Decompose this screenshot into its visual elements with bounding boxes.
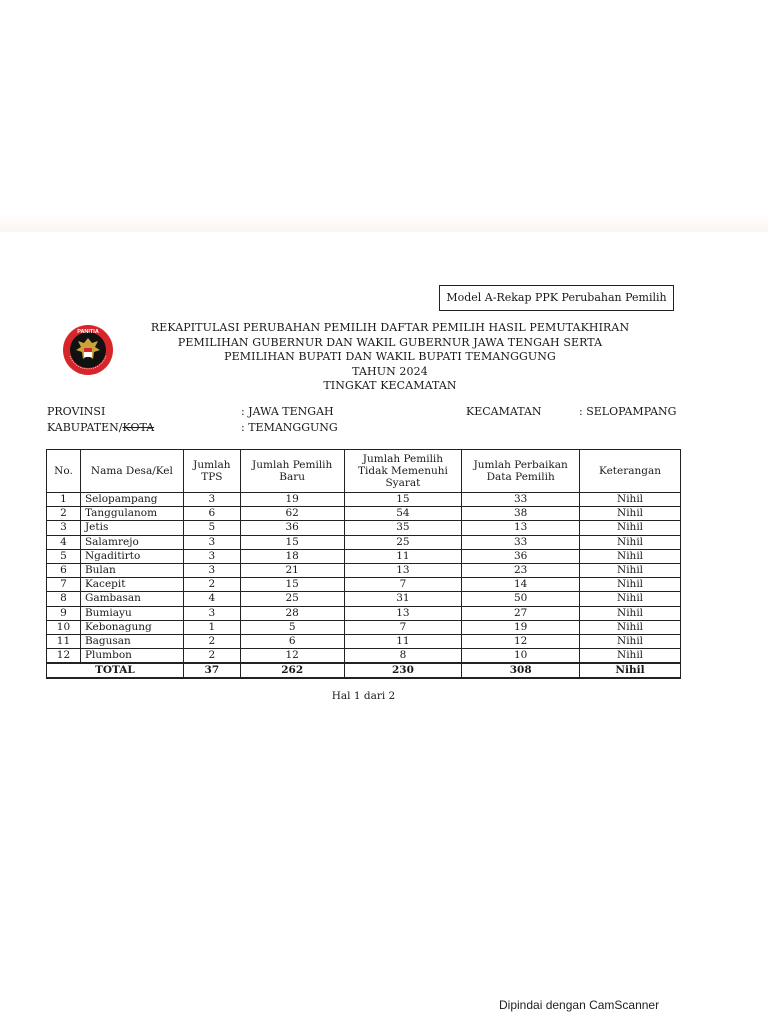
cell-perbaikan: 12	[462, 634, 580, 648]
cell-nama: Gambasan	[80, 592, 183, 606]
cell-tps: 3	[183, 549, 240, 563]
table-row	[47, 563, 681, 577]
kabupaten-label	[47, 421, 154, 434]
header-tidak-memenuhi-syarat: Jumlah Pemilih Tidak Memenuhi Syarat	[344, 450, 462, 493]
table-header-row	[47, 450, 681, 493]
cell-tms: 13	[344, 563, 462, 577]
cell-perbaikan: 19	[462, 620, 580, 634]
cell-no: 10	[47, 620, 81, 634]
cell-no: 4	[47, 535, 81, 549]
cell-perbaikan: 27	[462, 606, 580, 620]
kota-label-struck: KOTA	[122, 421, 155, 434]
table-row	[47, 578, 681, 592]
table-row	[47, 620, 681, 634]
cell-baru: 15	[240, 535, 344, 549]
total-label: TOTAL	[47, 663, 184, 678]
kecamatan-label: KECAMATAN	[466, 405, 542, 418]
total-keterangan: Nihil	[580, 663, 681, 678]
cell-tms: 54	[344, 507, 462, 521]
cell-perbaikan: 36	[462, 549, 580, 563]
table-row	[47, 535, 681, 549]
cell-keterangan: Nihil	[580, 578, 681, 592]
cell-tps: 2	[183, 578, 240, 592]
cell-keterangan: Nihil	[580, 521, 681, 535]
cell-perbaikan: 33	[462, 493, 580, 507]
cell-perbaikan: 10	[462, 649, 580, 664]
page-number: Hal 1 dari 2	[331, 690, 396, 702]
form-model-label: Model A-Rekap PPK Perubahan Pemilih	[439, 285, 674, 311]
total-tms: 230	[344, 663, 462, 678]
cell-nama: Selopampang	[80, 493, 183, 507]
cell-baru: 5	[240, 620, 344, 634]
cell-baru: 62	[240, 507, 344, 521]
cell-no: 1	[47, 493, 81, 507]
cell-keterangan: Nihil	[580, 563, 681, 577]
cell-tps: 2	[183, 649, 240, 664]
cell-tps: 5	[183, 521, 240, 535]
table-row	[47, 606, 681, 620]
cell-keterangan: Nihil	[580, 592, 681, 606]
header-nama: Nama Desa/Kel	[80, 450, 183, 493]
cell-perbaikan: 13	[462, 521, 580, 535]
header-no: No.	[47, 450, 81, 493]
heading-line-5: TINGKAT KECAMATAN	[323, 379, 457, 392]
cell-tps: 2	[183, 634, 240, 648]
scanner-watermark: Dipindai dengan CamScanner	[499, 998, 660, 1012]
cell-keterangan: Nihil	[580, 649, 681, 664]
cell-no: 7	[47, 578, 81, 592]
cell-no: 2	[47, 507, 81, 521]
kabupaten-label-text: KABUPATEN/	[47, 421, 123, 434]
header-pemilih-baru: Jumlah Pemilih Baru	[240, 450, 344, 493]
cell-baru: 18	[240, 549, 344, 563]
scan-background-tint	[0, 0, 768, 232]
cell-keterangan: Nihil	[580, 620, 681, 634]
total-tps: 37	[183, 663, 240, 678]
cell-no: 5	[47, 549, 81, 563]
document-heading	[110, 321, 670, 394]
cell-baru: 21	[240, 563, 344, 577]
kabupaten-value: : TEMANGGUNG	[241, 421, 338, 434]
cell-nama: Jetis	[80, 521, 183, 535]
cell-keterangan: Nihil	[580, 606, 681, 620]
cell-perbaikan: 14	[462, 578, 580, 592]
cell-keterangan: Nihil	[580, 507, 681, 521]
cell-baru: 25	[240, 592, 344, 606]
cell-perbaikan: 38	[462, 507, 580, 521]
cell-tps: 6	[183, 507, 240, 521]
cell-no: 6	[47, 563, 81, 577]
table-row	[47, 549, 681, 563]
cell-nama: Salamrejo	[80, 535, 183, 549]
cell-tms: 8	[344, 649, 462, 664]
cell-no: 9	[47, 606, 81, 620]
provinsi-value: : JAWA TENGAH	[241, 405, 334, 418]
kecamatan-value: : SELOPAMPANG	[579, 405, 677, 418]
cell-tps: 4	[183, 592, 240, 606]
cell-nama: Ngaditirto	[80, 549, 183, 563]
cell-tms: 7	[344, 578, 462, 592]
cell-nama: Bagusan	[80, 634, 183, 648]
table-row	[47, 592, 681, 606]
svg-text:PANITIA: PANITIA	[77, 329, 99, 335]
cell-no: 3	[47, 521, 81, 535]
cell-tms: 7	[344, 620, 462, 634]
cell-tms: 13	[344, 606, 462, 620]
cell-baru: 19	[240, 493, 344, 507]
cell-perbaikan: 23	[462, 563, 580, 577]
cell-tps: 3	[183, 493, 240, 507]
cell-no: 8	[47, 592, 81, 606]
header-keterangan: Keterangan	[580, 450, 681, 493]
cell-perbaikan: 33	[462, 535, 580, 549]
cell-tms: 15	[344, 493, 462, 507]
cell-tps: 1	[183, 620, 240, 634]
header-perbaikan-data: Jumlah Perbaikan Data Pemilih	[462, 450, 580, 493]
cell-perbaikan: 50	[462, 592, 580, 606]
cell-tps: 3	[183, 535, 240, 549]
cell-nama: Plumbon	[80, 649, 183, 664]
table-row	[47, 521, 681, 535]
cell-nama: Tanggulanom	[80, 507, 183, 521]
total-baru: 262	[240, 663, 344, 678]
cell-tms: 31	[344, 592, 462, 606]
heading-line-3: PEMILIHAN BUPATI DAN WAKIL BUPATI TEMANGGUNG	[224, 350, 556, 363]
rekap-table	[46, 449, 681, 679]
table-total-row	[47, 663, 681, 678]
table-row	[47, 634, 681, 648]
cell-tps: 3	[183, 606, 240, 620]
cell-keterangan: Nihil	[580, 493, 681, 507]
cell-baru: 12	[240, 649, 344, 664]
cell-keterangan: Nihil	[580, 634, 681, 648]
cell-nama: Bumiayu	[80, 606, 183, 620]
heading-line-1: REKAPITULASI PERUBAHAN PEMILIH DAFTAR PEMILIH HASIL PEMUTAKHIRAN	[150, 321, 630, 334]
cell-tms: 11	[344, 549, 462, 563]
cell-tps: 3	[183, 563, 240, 577]
heading-line-2: PEMILIHAN GUBERNUR DAN WAKIL GUBERNUR JAWA TENGAH SERTA	[177, 335, 603, 349]
heading-line-4: TAHUN 2024	[352, 364, 428, 378]
cell-keterangan: Nihil	[580, 549, 681, 563]
cell-tms: 11	[344, 634, 462, 648]
total-perbaikan: 308	[462, 663, 580, 678]
table-row	[47, 493, 681, 507]
cell-baru: 36	[240, 521, 344, 535]
table-row	[47, 507, 681, 521]
cell-nama: Kebonagung	[80, 620, 183, 634]
cell-baru: 15	[240, 578, 344, 592]
cell-no: 11	[47, 634, 81, 648]
kpu-panitia-seal-icon	[62, 322, 114, 378]
cell-baru: 6	[240, 634, 344, 648]
cell-no: 12	[47, 649, 81, 664]
provinsi-label: PROVINSI	[47, 405, 106, 418]
cell-tms: 35	[344, 521, 462, 535]
cell-nama: Bulan	[80, 563, 183, 577]
cell-baru: 28	[240, 606, 344, 620]
table-row	[47, 649, 681, 664]
cell-keterangan: Nihil	[580, 535, 681, 549]
cell-tms: 25	[344, 535, 462, 549]
header-tps: Jumlah TPS	[183, 450, 240, 493]
cell-nama: Kacepit	[80, 578, 183, 592]
